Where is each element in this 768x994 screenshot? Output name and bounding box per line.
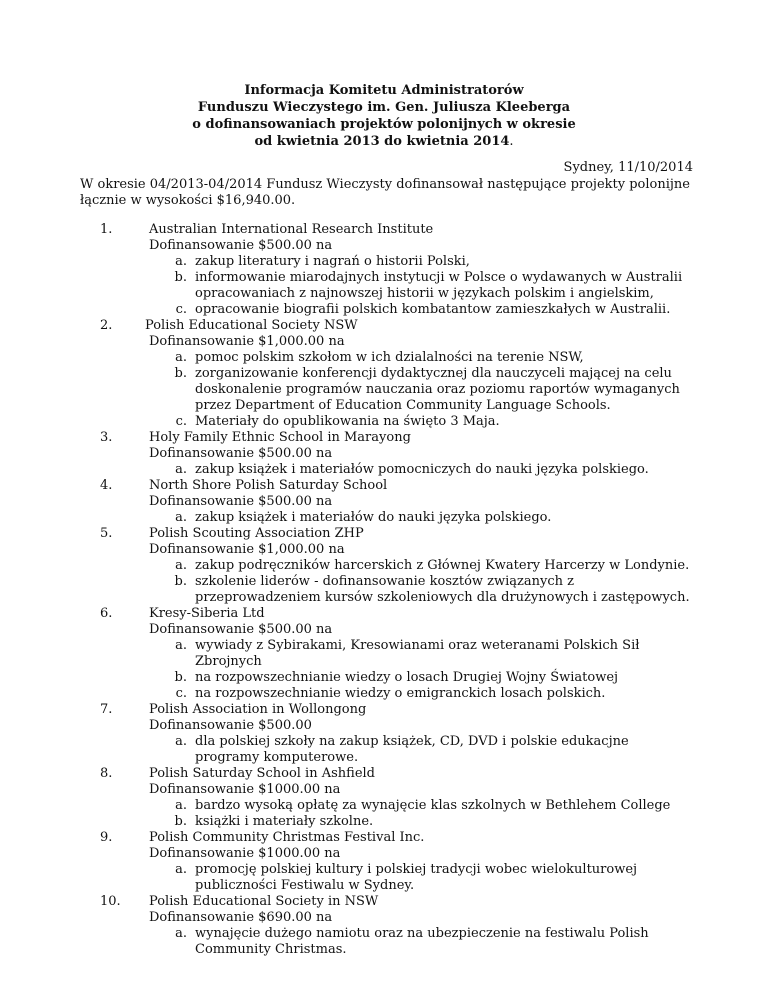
project-purposes bbox=[149, 926, 694, 958]
intro-paragraph: W okresie 04/2013-04/2014 Fundusz Wieczysty dofinansował następujące projekty polonijne łącznie w wysokości $16,940.00. bbox=[80, 177, 690, 208]
purpose-text: szkolenie liderów - dofinansowanie kosztów związanych z przeprowadzeniem kursów szkoleniowych dla drużynowych i zastępowych. bbox=[195, 574, 690, 605]
project-purposes bbox=[149, 862, 694, 894]
project-item bbox=[0, 526, 694, 606]
project-amount: Dofinansowanie $500.00 na bbox=[149, 446, 333, 461]
purpose-text: na rozpowszechnianie wiedzy o losach Drugiej Wojny Światowej bbox=[195, 670, 619, 685]
project-amount: Dofinansowanie $1000.00 na bbox=[149, 846, 341, 861]
purpose-item bbox=[149, 414, 694, 430]
purpose-letter: a. bbox=[175, 558, 187, 573]
title-line-4 bbox=[0, 134, 768, 151]
project-number: 2. bbox=[100, 318, 113, 333]
purpose-text: opracowanie biografii polskich kombatantow zamieszkałych w Australii. bbox=[195, 302, 671, 317]
purpose-text: zakup książek i materiałów pomocniczych do nauki języka polskiego. bbox=[195, 462, 649, 477]
project-name: Polish Community Christmas Festival Inc. bbox=[149, 830, 425, 845]
project-name: Polish Educational Society NSW bbox=[145, 318, 358, 333]
purpose-letter: a. bbox=[175, 510, 187, 525]
project-amount: Dofinansowanie $500.00 na bbox=[149, 494, 333, 509]
projects-list bbox=[0, 222, 768, 958]
project-item bbox=[0, 606, 694, 702]
project-number: 6. bbox=[100, 606, 113, 621]
purpose-item bbox=[149, 254, 694, 270]
project-item bbox=[0, 478, 694, 526]
purpose-letter: b. bbox=[174, 670, 187, 685]
purpose-item bbox=[149, 926, 694, 958]
purpose-letter: b. bbox=[174, 366, 187, 381]
project-number: 8. bbox=[100, 766, 113, 781]
project-item bbox=[0, 894, 694, 958]
purpose-text: zorganizowanie konferencji dydaktycznej dla nauczyceli mającej na celu doskonalenie programów nauczania oraz poziomu raportów wymaganych przez Department of Education Community Language Schools. bbox=[195, 366, 680, 413]
project-amount: Dofinansowanie $500.00 na bbox=[149, 622, 333, 637]
project-number: 10. bbox=[100, 894, 121, 909]
project-amount: Dofinansowanie $1,000.00 na bbox=[149, 334, 345, 349]
document-date: Sydney, 11/10/2014 bbox=[563, 160, 693, 175]
purpose-item bbox=[149, 558, 694, 574]
project-item bbox=[0, 830, 694, 894]
purpose-text: zakup podręczników harcerskich z Głównej Kwatery Harcerzy w Londynie. bbox=[195, 558, 690, 573]
purpose-item bbox=[149, 670, 694, 686]
purpose-text: zakup literatury i nagrań o historii Polski, bbox=[195, 254, 470, 269]
project-amount: Dofinansowanie $1,000.00 na bbox=[149, 542, 345, 557]
project-name: Polish Association in Wollongong bbox=[149, 702, 367, 717]
purpose-item bbox=[149, 798, 694, 814]
project-purposes bbox=[149, 350, 694, 430]
project-purposes bbox=[149, 638, 694, 702]
project-item bbox=[0, 702, 694, 766]
project-purposes bbox=[149, 798, 694, 830]
purpose-text: bardzo wysoką opłatę za wynajęcie klas szkolnych w Bethlehem College bbox=[195, 798, 671, 813]
project-name: North Shore Polish Saturday School bbox=[149, 478, 388, 493]
purpose-text: wynajęcie dużego namiotu oraz na ubezpieczenie na festiwalu Polish Community Christmas. bbox=[195, 926, 649, 957]
purpose-item bbox=[149, 862, 694, 894]
purpose-letter: a. bbox=[175, 926, 187, 941]
purpose-letter: b. bbox=[174, 814, 187, 829]
project-purposes bbox=[149, 558, 694, 606]
project-amount: Dofinansowanie $500.00 bbox=[149, 718, 312, 733]
purpose-letter: a. bbox=[175, 350, 187, 365]
purpose-item bbox=[149, 814, 694, 830]
project-amount: Dofinansowanie $500.00 na bbox=[149, 238, 333, 253]
purpose-letter: c. bbox=[175, 302, 187, 317]
purpose-text: promocję polskiej kultury i polskiej tradycji wobec wielokulturowej publiczności Festiwalu w Sydney. bbox=[195, 862, 638, 893]
project-purposes bbox=[149, 462, 694, 478]
title-line-3: o dofinansowaniach projektów polonijnych w okresie bbox=[192, 117, 576, 132]
project-number: 3. bbox=[100, 430, 113, 445]
project-name: Polish Educational Society in NSW bbox=[149, 894, 379, 909]
title-line-4-text: od kwietnia 2013 do kwietnia 2014 bbox=[254, 134, 510, 149]
purpose-letter: c. bbox=[175, 414, 187, 429]
purpose-item bbox=[149, 270, 694, 302]
purpose-item bbox=[149, 462, 694, 478]
purpose-text: książki i materiały szkolne. bbox=[195, 814, 374, 829]
purpose-item bbox=[149, 686, 694, 702]
project-purposes bbox=[149, 734, 694, 766]
purpose-letter: a. bbox=[175, 862, 187, 877]
purpose-item bbox=[149, 302, 694, 318]
project-amount: Dofinansowanie $1000.00 na bbox=[149, 782, 341, 797]
purpose-item bbox=[149, 366, 694, 414]
project-number: 7. bbox=[100, 702, 113, 717]
purpose-letter: a. bbox=[175, 254, 187, 269]
purpose-text: Materiały do opublikowania na święto 3 Maja. bbox=[195, 414, 500, 429]
purpose-item bbox=[149, 510, 694, 526]
purpose-text: pomoc polskim szkołom w ich dzialalności na terenie NSW, bbox=[195, 350, 584, 365]
purpose-item bbox=[149, 574, 694, 606]
purpose-text: wywiady z Sybirakami, Kresowianami oraz weteranami Polskich Sił Zbrojnych bbox=[195, 638, 640, 669]
purpose-letter: c. bbox=[175, 686, 187, 701]
title-line-2: Funduszu Wieczystego im. Gen. Juliusza Kleeberga bbox=[197, 100, 571, 115]
purpose-letter: b. bbox=[174, 574, 187, 589]
purpose-text: na rozpowszechnianie wiedzy o emigranckich losach polskich. bbox=[195, 686, 606, 701]
project-item bbox=[0, 318, 694, 430]
project-name: Australian International Research Institute bbox=[149, 222, 434, 237]
project-purposes bbox=[149, 510, 694, 526]
purpose-item bbox=[149, 350, 694, 366]
document-title bbox=[0, 83, 768, 151]
purpose-text: zakup książek i materiałów do nauki języka polskiego. bbox=[195, 510, 552, 525]
project-number: 1. bbox=[100, 222, 113, 237]
project-number: 9. bbox=[100, 830, 113, 845]
project-name: Polish Scouting Association ZHP bbox=[149, 526, 364, 541]
purpose-letter: a. bbox=[175, 734, 187, 749]
title-line-1: Informacja Komitetu Administratorów bbox=[244, 83, 524, 98]
purpose-text: dla polskiej szkoły na zakup książek, CD, DVD i polskie edukacjne programy komputerowe. bbox=[195, 734, 629, 765]
purpose-letter: b. bbox=[174, 270, 187, 285]
project-name: Holy Family Ethnic School in Marayong bbox=[149, 430, 411, 445]
purpose-item bbox=[149, 638, 694, 670]
project-item bbox=[0, 766, 694, 830]
purpose-item bbox=[149, 734, 694, 766]
project-item bbox=[0, 222, 694, 318]
purpose-letter: a. bbox=[175, 798, 187, 813]
project-name: Kresy-Siberia Ltd bbox=[149, 606, 265, 621]
project-item bbox=[0, 430, 694, 478]
purpose-text: informowanie miarodajnych instytucji w Polsce o wydawanych w Australii opracowaniach z najnowszej historii w językach polskim i angielskim, bbox=[195, 270, 683, 301]
title-line-4-period: . bbox=[509, 134, 514, 149]
purpose-letter: a. bbox=[175, 462, 187, 477]
project-number: 4. bbox=[100, 478, 113, 493]
purpose-letter: a. bbox=[175, 638, 187, 653]
project-amount: Dofinansowanie $690.00 na bbox=[149, 910, 333, 925]
project-number: 5. bbox=[100, 526, 113, 541]
project-purposes bbox=[149, 254, 694, 318]
project-name: Polish Saturday School in Ashfield bbox=[149, 766, 375, 781]
